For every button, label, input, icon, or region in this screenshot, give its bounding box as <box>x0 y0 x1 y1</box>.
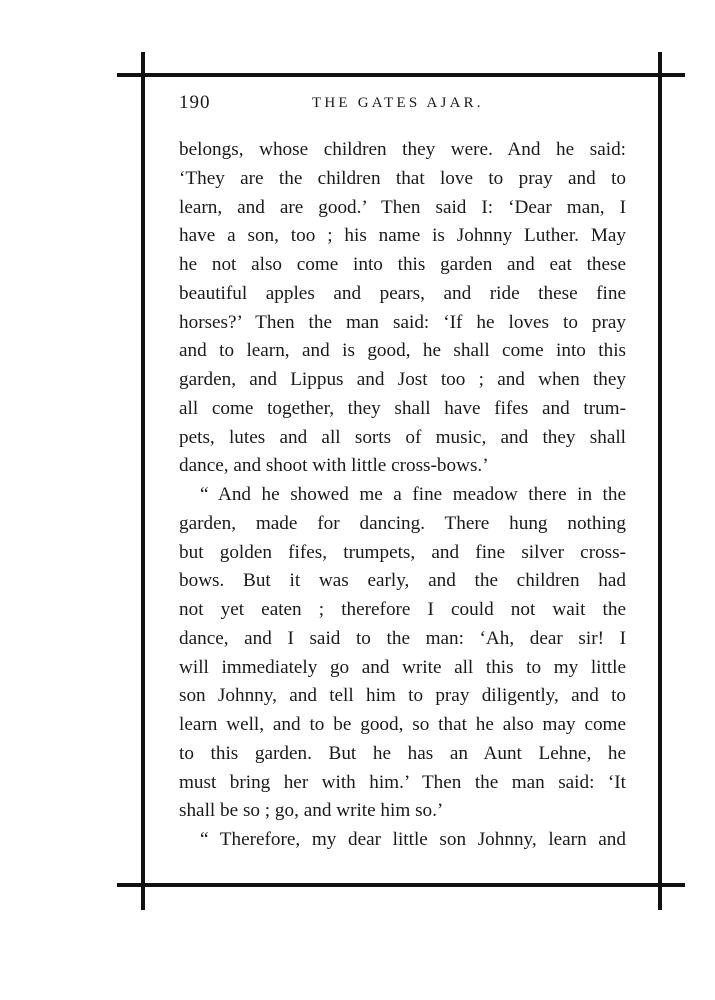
body-text <box>179 136 626 855</box>
text-line: horses?’ Then the man said: ‘If he loves to pray <box>179 311 626 333</box>
text-line: must bring her with him.’ Then the man said: ‘It <box>179 771 626 793</box>
running-head: THE GATES AJAR. <box>312 95 484 111</box>
page-header <box>179 92 626 122</box>
text-line: shall be so ; go, and write him so.’ <box>179 800 444 822</box>
text-line: beautiful apples and pears, and ride these fine <box>179 282 626 304</box>
text-line: will immediately go and write all this to my little <box>179 656 626 678</box>
text-line: “ Therefore, my dear little son Johnny, learn and <box>200 829 626 850</box>
left-border-rule <box>141 52 145 910</box>
text-line: bows. But it was early, and the children had <box>179 570 626 592</box>
text-line: and to learn, and is good, he shall come into this <box>179 340 626 362</box>
right-border-rule <box>658 52 662 910</box>
text-line: garden, and Lippus and Jost too ; and when they <box>179 369 626 390</box>
top-border-rule <box>117 73 685 77</box>
bottom-border-rule <box>117 883 685 887</box>
text-line: son Johnny, and tell him to pray diligently, and to <box>179 685 626 707</box>
text-line: he not also come into this garden and eat these <box>179 254 626 275</box>
text-line: belongs, whose children they were. And he said: <box>179 139 626 160</box>
text-line: pets, lutes and all sorts of music, and they shall <box>179 426 626 448</box>
text-line: “ And he showed me a fine meadow there in the <box>200 484 626 505</box>
text-line: learn, and are good.’ Then said I: ‘Dear man, I <box>179 196 626 218</box>
text-line: not yet eaten ; therefore I could not wait the <box>179 599 626 620</box>
text-line: all come together, they shall have fifes and trum- <box>179 397 626 419</box>
text-line: learn well, and to be good, so that he also may come <box>179 714 626 735</box>
text-line: garden, made for dancing. There hung nothing <box>179 512 626 534</box>
text-line: ‘They are the children that love to pray and to <box>179 167 626 189</box>
text-line: dance, and I said to the man: ‘Ah, dear sir! I <box>179 627 626 649</box>
page-number: 190 <box>179 92 211 113</box>
text-line: but golden fifes, trumpets, and fine silver cross- <box>179 541 626 563</box>
text-line: dance, and shoot with little cross-bows.’ <box>179 455 489 477</box>
text-line: to this garden. But he has an Aunt Lehne, he <box>179 742 626 764</box>
text-line: have a son, too ; his name is Johnny Luther. May <box>179 225 626 247</box>
